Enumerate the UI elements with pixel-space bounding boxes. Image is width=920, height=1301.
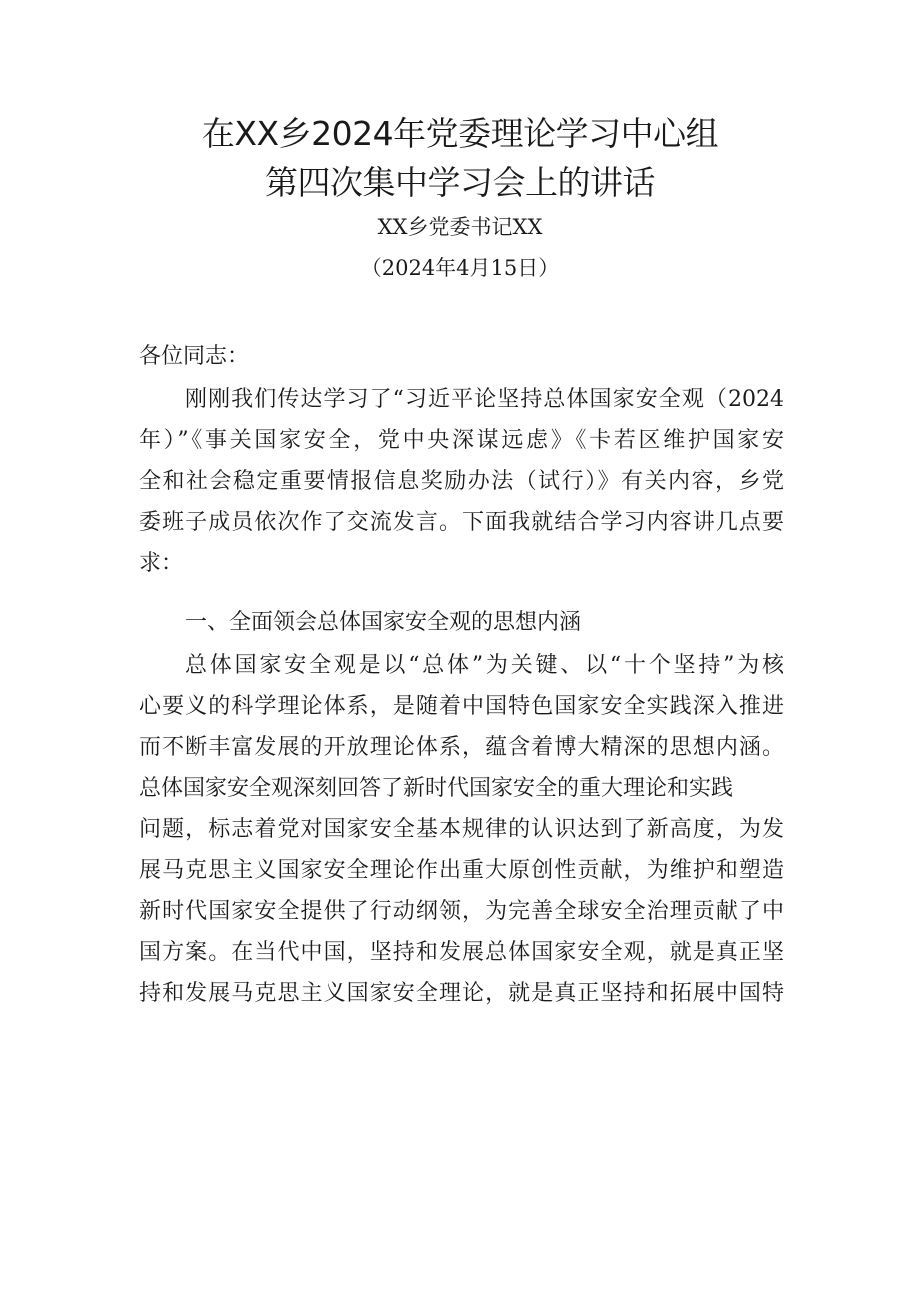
- paragraph-line: 年）”《事关国家安全，党中央深谋远虑》《卡若区维护国家安: [139, 428, 784, 453]
- paragraph-line: 求：: [139, 551, 184, 576]
- paragraph-line: 问题，标志着党对国家安全基本规律的认识达到了新高度，为发: [139, 817, 784, 842]
- paragraph-line: 全和社会稳定重要情报信息奖励办法（试行）》有关内容，乡党: [139, 469, 784, 494]
- paragraph-line: 展马克思主义国家安全理论作出重大原创性贡献，为维护和塑造: [139, 858, 784, 883]
- paragraph-line: 刚刚我们传达学习了“习近平论坚持总体国家安全观（2024: [185, 387, 784, 412]
- document-title-line-1: 在XX乡2024年党委理论学习中心组: [201, 114, 719, 153]
- paragraph-line: 新时代国家安全提供了行动纲领，为完善全球安全治理贡献了中: [139, 899, 784, 924]
- paragraph-line: 持和发展马克思主义国家安全理论，就是真正坚持和拓展中国特: [139, 981, 784, 1006]
- paragraph-line: 国方案。在当代中国，坚持和发展总体国家安全观，就是真正坚: [139, 940, 784, 965]
- paragraph-line: 心要义的科学理论体系，是随着中国特色国家安全实践深入推进: [139, 694, 784, 719]
- salutation: 各位同志：: [139, 344, 250, 369]
- paragraph-line: 总体国家安全观深刻回答了新时代国家安全的重大理论和实践: [139, 776, 734, 801]
- document-title-line-2: 第四次集中学习会上的讲话: [265, 163, 655, 202]
- paragraph-line: 委班子成员依次作了交流发言。下面我就结合学习内容讲几点要: [139, 510, 784, 535]
- paragraph-line: 总体国家安全观是以“总体”为关键、以“十个坚持”为核: [185, 653, 784, 678]
- document-author: XX乡党委书记XX: [377, 215, 543, 239]
- section-heading: 一、全面领会总体国家安全观的思想内涵: [185, 610, 582, 635]
- paragraph-line: 而不断丰富发展的开放理论体系，蕴含着博大精深的思想内涵。: [139, 735, 784, 760]
- document-date: （2024年4月15日）: [360, 256, 560, 280]
